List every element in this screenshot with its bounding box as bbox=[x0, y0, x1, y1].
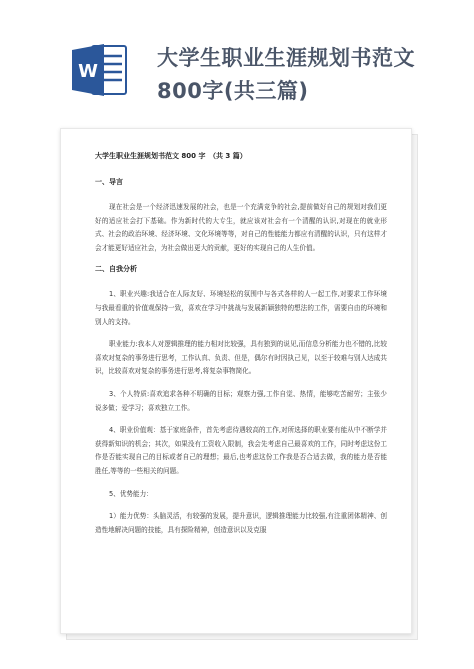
paragraph: 1、职业兴趣:我适合在人际友好、环境轻松的氛围中与各式各样的人一起工作,对要求工作环境与我最看重的价值观保持一致，喜欢在学习中挑战与发展新颖独特的想法的工作，需要自由的环境和别人的支持。 bbox=[95, 290, 387, 326]
paragraph: 1）能力优势：头脑灵活，有较强的发展，提升意识，逻辑推理能力比较强,有注重团体精神、创造性地解决问题的技能，具有探险精神，创造意识以及克服 bbox=[95, 512, 387, 534]
paragraph: 4、职业价值观：基于家庭条件，首先考虑待遇较高的工作,对所选择的职业要有能从中不断学并获得新知识的机会；其次，如果没有工资收入限制，我会先考虑自己最喜欢的工作，同时考虑这份工作是否能实现自己的目标或者自己的理想；最后,也考虑这份工作我是否合适去做，我的能力是否能胜任,等等的一些相关的问题。 bbox=[95, 426, 387, 475]
paragraph: 3、个人特质:喜欢追求各种不明确的目标；观察力强,工作自觉、热情，能够吃苦耐劳；主张少说多做；爱学习；喜欢独立工作。 bbox=[95, 389, 387, 412]
document-preview bbox=[60, 128, 418, 638]
document-title: 大学生职业生涯规划书范文 800 字 （共 3 篇） bbox=[95, 152, 247, 160]
document-page bbox=[60, 128, 412, 634]
word-icon-letter: W bbox=[78, 61, 98, 82]
section-heading: 一、导言 bbox=[95, 178, 123, 186]
section-heading: 二、自我分析 bbox=[95, 265, 137, 274]
paragraph: 现在社会是一个经济迅速发展的社会，也是一个充满竞争的社会,提前做好自己的规划对我们更好的适应社会打下基础。作为新时代的大专生，就应该对社会有一个清醒的认识,对现在的就业形式、社会的政治环境、经济环境、文化环境等等，对自己的性能能力都应有清醒的认识，只有这样才会才能更好适应社会，为社会做出更大的贡献，更好的实现自己的人生价值。 bbox=[95, 203, 387, 252]
word-icon bbox=[70, 40, 130, 100]
header bbox=[0, 0, 474, 120]
paragraph: 5、优势能力： bbox=[109, 489, 153, 498]
page-title: 大学生职业生涯规划书范文800字(共三篇) bbox=[157, 46, 415, 103]
paragraph: 职业能力:我本人对逻辑推理的能力相对比较强，具有独到的说见,而信息分析能力也不错的,比较喜欢对复杂的事务进行思考，工作认真、负责、但是，偶尔有时因执己见，以至于较难与别人达成共识，比较喜欢对复杂的事务进行思考,将复杂事物简化。 bbox=[95, 340, 387, 376]
